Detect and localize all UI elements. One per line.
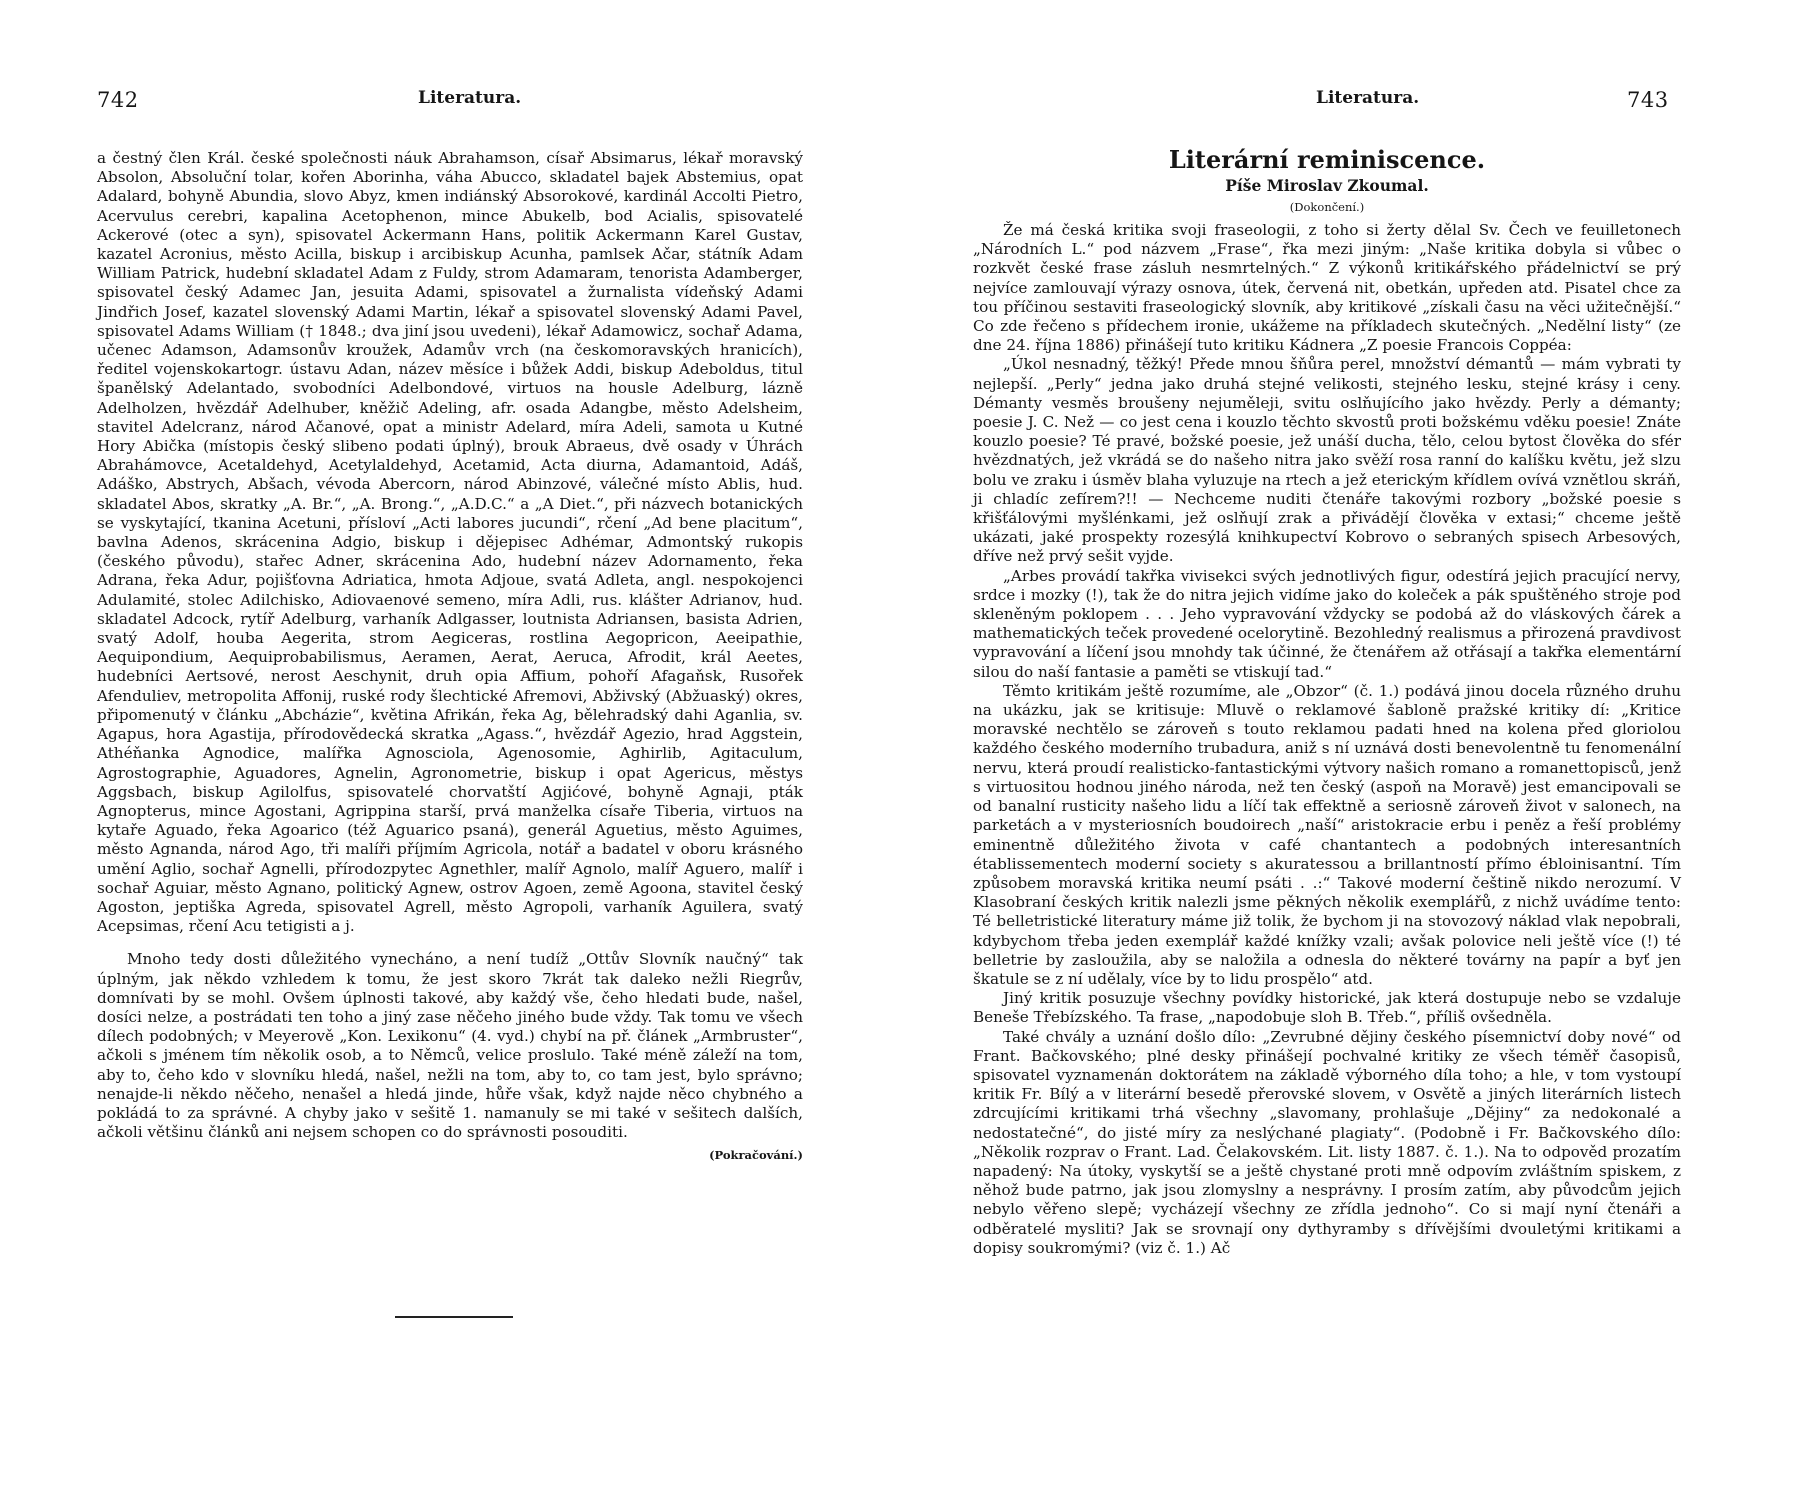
paragraph: Těmto kritikám ještě rozumíme, ale „Obzor“ (č. 1.) podává jinou docela různého druhu na ukázku, jak se kritisuje: Mluvě o reklamové šabloně pražské kritiky dí: „Kritice moravské nechtělo se zároveň s touto reklamou padati hned na kolena před gloriolou každého českého moderního trubadura, aniž s ní uznává dosti benevolentně tu fenomenální nervu, která proudí realisticko-fantastickými výtvory našich romano a romanettopisců, jenž s virtuositou hodnou jiného národa, než ten český (aspoň na Moravě) jest emancipovali se od banalní rusticity našeho lidu a líčí tak effektně a seriosně zároveň život v salonech, na parketách a v mysteriosních boudoirech „naší“ aristokracie erbu i peněz a řeší problémy eminentně důležitého života v café chantantech a podobných interesantních établissementech moderní society s akuratessou a brillantností přímo ébloinisantní. Tím způsobem moravská kritika neumí psáti . .:“ Takové moderní češtině nikdo nerozumí. V Klasobraní českých kritik nalezli jsme pěkných několik exemplářů, z nichž uvádíme tento: Té belletristické literatury máme již tolik, že bychom ji na stovozový náklad vlak nepobrali, kdybychom třeba jeden exemplář každé knížky vzali; avšak polovice neli ještě více (!) té belletrie by zasloužila, aby se naložila a odnesla do některé továrny na papír a byť jen škatule se z ní udělaly, více by to lidu prospělo“ atd.	[973, 681, 1681, 988]
right-text-column	[973, 145, 1681, 1258]
paragraph: Mnoho tedy dosti důležitého vynecháno, a není tudíž „Ottův Slovník naučný“ tak úplným, jak někdo vzhledem k tomu, že jest skoro 7krát tak daleko nežli Riegrův, domnívati by se mohl. Ovšem úplnosti takové, aby každý vše, čeho hledati bude, našel, dosíci nelze, a postrádati ten toho a jiný zase něčeho jiného bude vždy. Tak tomu ve všech dílech podobných; v Meyerově „Kon. Lexikonu“ (4. vyd.) chybí na př. článek „Armbruster“, ačkoli s jménem tím několik osob, a to Němců, velice proslulo. Také méně záleží na tom, aby to, čeho kdo v slovníku hledá, našel, nežli na tom, aby to, co tam jest, bylo správno; nenajde-li někdo něčeho, nenašel a hledá jinde, hůře však, když najde něco chybného a pokládá to za správné. A chyby jako v sešitě 1. namanuly se mi také v sešitech dalších, ačkoli většinu článků ani nejsem schopen co do správnosti posouditi.	[97, 950, 803, 1142]
paragraph: Že má česká kritika svoji fraseologii, z toho si žerty dělal Sv. Čech ve feuilletonech „Národních L.“ pod názvem „Frase“, řka mezi jiným: „Naše kritika dobyla si vůbec o rozkvět české frase zásluh nesmrtelných.“ Z výkonů kritikářského přádelnictví se prý nejvíce zamlouvají výrazy osnova, útek, červená nit, obetkán, upředen atd. Pisatel chce za tou příčinou sestaviti fraseologický slovník, aby kritikové „získali času na věci užitečnější.“ Co zde řečeno s přídechem ironie, ukážeme na příkladech skutečných. „Nedělní listy“ (ze dne 24. října 1886) přinášejí tuto kritiku Kádnera „Z poesie Francois Coppéa:	[973, 221, 1681, 355]
concluded-note: (Dokončení.)	[1289, 200, 1365, 214]
article-title: Literární reminiscence.	[1168, 145, 1486, 174]
paragraph: a čestný člen Král. české společnosti náuk Abrahamson, císař Absimarus, lékař moravský Absolon, Absoluční tolar, kořen Aborinha, váha Abucco, skladatel bajek Abstemius, opat Adalard, bohyně Abundia, slovo Abyz, kmen indiánský Absorokové, kardinál Accolti Pietro, Acervulus cerebri, kapalina Acetophenon, mince Abukelb, bod Acialis, spisovatelé Ackerové (otec a syn), spisovatel Ackermann Hans, politik Ackermann Karel Gustav, kazatel Acronius, město Acilla, biskup i arcibiskup Acunha, pamlsek Ačar, státník Adam William Patrick, hudební skladatel Adam z Fuldy, strom Adamaram, tenorista Adamberger, spisovatel český Adamec Jan, jesuita Adami, spisovatel a žurnalista vídeňský Adami Jindřich Josef, kazatel slovenský Adami Martin, lékař a spisovatel slovenský Adami Pavel, spisovatel Adams William († 1848.; dva jiní jsou uvedeni), lékař Adamowicz, sochař Adama, učenec Adamson, Adamsonův kroužek, Adamův vrch (na českomoravských hranicích), ředitel vojenskokartogr. ústavu Adan, název měsíce i bůžek Addi, biskup Adeboldus, titul španělský Adelantado, svobodníci Adelbondové, virtuos na housle Adelburg, lázně Adelholzen, hvězdář Adelhuber, kněžič Adeling, afr. osada Adangbe, město Adelsheim, stavitel Adelcranz, národ Ačanové, opat a ministr Adelard, míra Adeli, samota u Kutné Hory Abička (místopis český slibeno podati úplný), brouk Abraeus, dvě osady v Úhrách Abrahámovce, Acetaldehyd, Acetylaldehyd, Acetamid, Acta diurna, Adamantoid, Adáš, Adáško, Abstrych, Abšach, vévoda Abercorn, národ Abinzové, válečné místo Ablis, hud. skladatel Abos, skratky „A. Br.“, „A. Brong.“, „A.D.C.“ a „A Diet.“, při názvech botanických se vyskytající, tkanina Acetuni, přísloví „Acti labores jucundi“, rčení „Ad bene placitum“, bavlna Adenos, skrácenina Adgio, biskup i dějepisec Adhémar, Admontský rukopis (českého původu), stařec Adner, skrácenina Ado, hudební název Adornamento, řeka Adrana, řeka Adur, pojišťovna Adriatica, hmota Adjoue, svatá Adleta, angl. nespokojenci Adulamité, stolec Adilchisko, Adiovaenové semeno, míra Adli, rus. klášter Adrianov, hud. skladatel Adcock, rytíř Adelburg, varhaník Adlgasser, loutnista Adriansen, basista Adrien, svatý Adolf, houba Aegerita, strom Aegiceras, rostlina Aegopricon, Aeeipathie, Aequipondium, Aequiprobabilismus, Aeramen, Aerat, Aeruca, Afrodit, král Aeetes, hudebníci Aertsové, nerost Aeschynit, druh opia Affium, pohoří Afagaňsk, Rusořek Afenduliev, metropolita Affonij, ruské rody šlechtické Afremovi, Abživský (Abžuaský) okres, připomenutý v článku „Abcházie“, květina Afrikán, řeka Ag, bělehradský dahi Aganlia, sv. Agapus, hora Agastija, přírodovědecká skratka „Agass.“, hvězdář Agezio, hrad Aggstein, Athéňanka Agnodice, malířka Agnosciola, Agenosomie, Aghirlib, Agitaculum, Agrostographie, Aguadores, Agnelin, Agronometrie, biskup i opat Agericus, městys Aggsbach, biskup Agilolfus, spisovatelé chorvatští Agjićové, bohyně Agnaji, pták Agnopterus, mince Agostani, Agrippina starší, prvá manželka císaře Tiberia, virtuos na kytaře Aguado, řeka Agoarico (též Aguarico psaná), generál Aguetius, město Aguimes, město Agnanda, národ Ago, tři malíři příjmím Agricola, notář a badatel v oboru krásného umění Aglio, sochař Agnelli, přírodozpytec Agnethler, malíř Agnolo, malíř Aguero, malíř i sochař Aguiar, město Agnano, politický Agnew, ostrov Agoen, země Agoona, stavitel český Agoston, jeptiška Agreda, spisovatel Agrell, město Agropoli, varhaník Aguilera, svatý Acepsimas, rčení Acu tetigisti a j.	[97, 149, 803, 936]
end-rule	[395, 1316, 513, 1318]
article-byline: Píše Miroslav Zkoumal.	[1225, 176, 1429, 195]
paragraph: Jiný kritik posuzuje všechny povídky historické, jak která dostupuje nebo se vzdaluje Beneše Třebízského. Ta frase, „napodobuje sloh B. Třeb.“, příliš ovšedněla.	[973, 989, 1681, 1027]
left-text-column	[97, 149, 803, 1166]
quote-paragraph: „Úkol nesnadný, těžký! Přede mnou šňůra perel, množství démantů — mám vybrati ty nejlepší. „Perly“ jedna jako druhá stejné velikosti, stejného lesku, stejné krásy i ceny. Démanty vesměs broušeny nejuměleji, svitu oslňujícího jako hvězdy. Perly a démanty; poesie J. C. Než — co jest cena i kouzlo těchto skvostů proti božskému vděku poesie! Znáte kouzlo poesie? Té pravé, božské poesie, jež unáší ducha, tělo, celou bytost člověka do sfér hvězdnatých, jež vkrádá se do našeho nitra jako svěží rosa ranní do kalíšku květu, jež slzu bolu ve zraku i úsměv blaha vyluzuje na rtech a jež eterickým křídlem ovívá vznětlou skráň, ji chladíc zefírem?!! — Nechceme nuditi čtenáře takovými rozbory „božské poesie s křišťálovými myšlénkami, jež oslňují zrak a přivádějí člověka v extasi;“ chceme ještě ukázati, jaké prospekty rozesýlá knihkupectví Kobrovo o sebraných spisech Arbesových, dříve než prvý sešit vyjde.	[973, 355, 1681, 566]
paragraph: Také chvály a uznání došlo dílo: „Zevrubné dějiny českého písemnictví doby nové“ od Frant. Bačkovského; plné desky přinášejí pochvalné kritiky ze všech téměř časopisů, spisovatel vyznamenán doktorátem na základě výborného díla toho; a hle, v tom vystoupí kritik Fr. Bílý a v literární besedě přerovské slovem, v Osvětě a jiných literárních listech zdrcujícími kritikami trhá všechny „slavomany, prohlašuje „Dějiny“ za nedokonalé a nedostatečné“, do jisté míry za neslýchané plagiaty“. (Podobně i Fr. Bačkovského dílo: „Několik rozprav o Frant. Lad. Čelakovském. Lit. listy 1887. č. 1.). Na to odpověd prozatím napadený: Na útoky, vyskytší se a ještě chystané proti mně odpovím zvláštním spiskem, z něhož bude patrno, jak jsou zlomyslny a nesprávny. I prosím zatím, aby původcům jejich nebylo věřeno slepě; vycházejí všechny ze zřídla jednoho“. Co si mají nyní čtenáři a odběratelé mysliti? Jak se srovnají ony dythyramby s dřívějšími dvouletými kritikami a dopisy soukromými? (viz č. 1.) Ač	[973, 1027, 1681, 1257]
page-number: 743	[1627, 88, 1669, 112]
page-number: 742	[97, 88, 139, 112]
right-page	[898, 0, 1796, 1500]
running-head: Literatura.	[1316, 88, 1420, 108]
running-head: Literatura.	[418, 88, 522, 108]
quote-paragraph: „Arbes provádí takřka vivisekci svých jednotlivých figur, odestírá jejich pracující nervy, srdce i mozky (!), tak že do nitra jejich vidíme jako do koleček a pák spuštěného stroje pod skleněným poklopem . . . Jeho vypravování vždycky se podobá až do vláskových čárek a mathematických teček provedené ocelorytině. Bezohledný realismus a přirozená pravdivost vypravování a líčení jsou mnohdy tak účinné, že čtenářem až otřásají a takřka elementární silou do naší fantasie a paměti se vtiskují tad.“	[973, 566, 1681, 681]
continuation-note: (Pokračování.)	[709, 1148, 803, 1163]
